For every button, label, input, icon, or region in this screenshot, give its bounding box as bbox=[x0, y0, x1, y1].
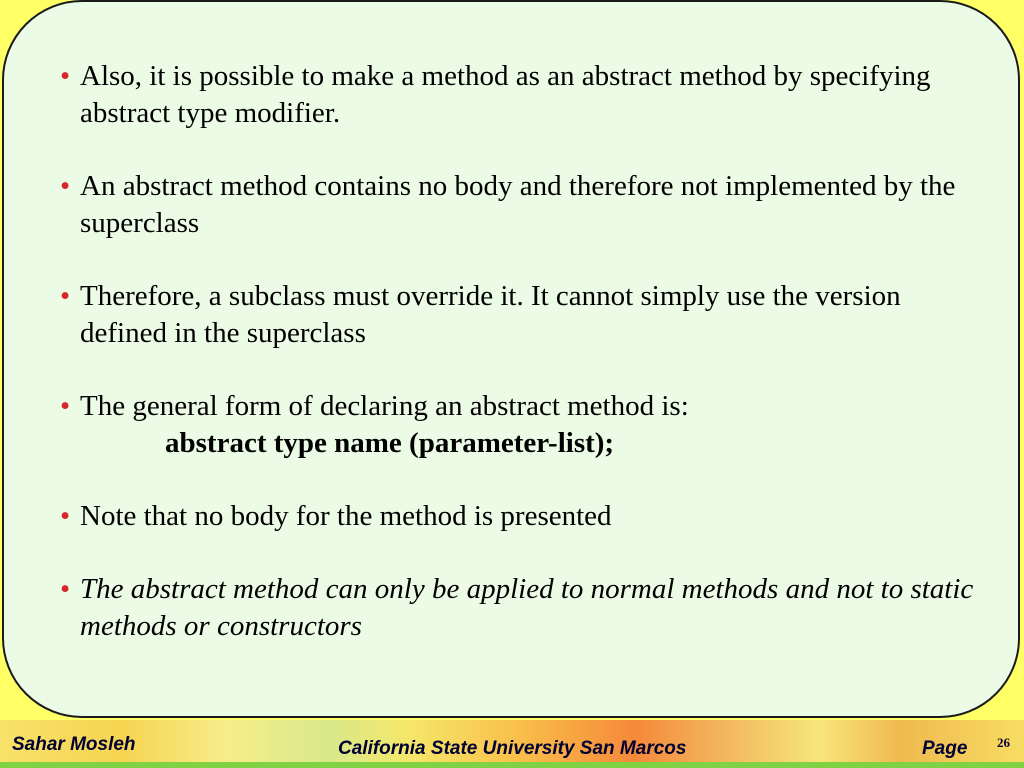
bullet-item bbox=[60, 388, 980, 462]
bullet-item bbox=[60, 58, 980, 132]
bullet-text: Note that no body for the method is presented bbox=[80, 500, 612, 532]
bullet-item bbox=[60, 278, 980, 352]
bullet-marker: • bbox=[60, 390, 71, 422]
code-syntax-line: abstract type name (parameter-list); bbox=[165, 427, 615, 459]
bullet-text: An abstract method contains no body and therefore not implemented by the superclass bbox=[80, 170, 956, 239]
bullet-text: Therefore, a subclass must override it. It cannot simply use the version defined in the superclass bbox=[80, 280, 901, 349]
bullet-marker: • bbox=[60, 170, 71, 202]
footer-author: Sahar Mosleh bbox=[12, 734, 136, 755]
bullet-marker: • bbox=[60, 280, 71, 312]
bullet-text: The abstract method can only be applied to normal methods and not to static methods or constructors bbox=[80, 573, 974, 642]
bullet-marker: • bbox=[60, 500, 71, 532]
bullet-text: The general form of declaring an abstract method is: bbox=[80, 390, 689, 422]
bullet-marker: • bbox=[60, 573, 71, 605]
bullet-item bbox=[60, 571, 980, 645]
bullet-text: Also, it is possible to make a method as an abstract method by specifying abstract type modifier. bbox=[80, 60, 931, 129]
footer-institution: California State University San Marcos bbox=[338, 738, 687, 759]
bullet-list bbox=[60, 58, 980, 681]
bullet-item bbox=[60, 498, 980, 535]
slide-footer bbox=[0, 720, 1024, 768]
footer-page-label: Page bbox=[922, 738, 968, 759]
footer-divider bbox=[0, 762, 1024, 768]
bullet-marker: • bbox=[60, 60, 71, 92]
footer-page-number: 26 bbox=[997, 735, 1010, 750]
bullet-item bbox=[60, 168, 980, 242]
